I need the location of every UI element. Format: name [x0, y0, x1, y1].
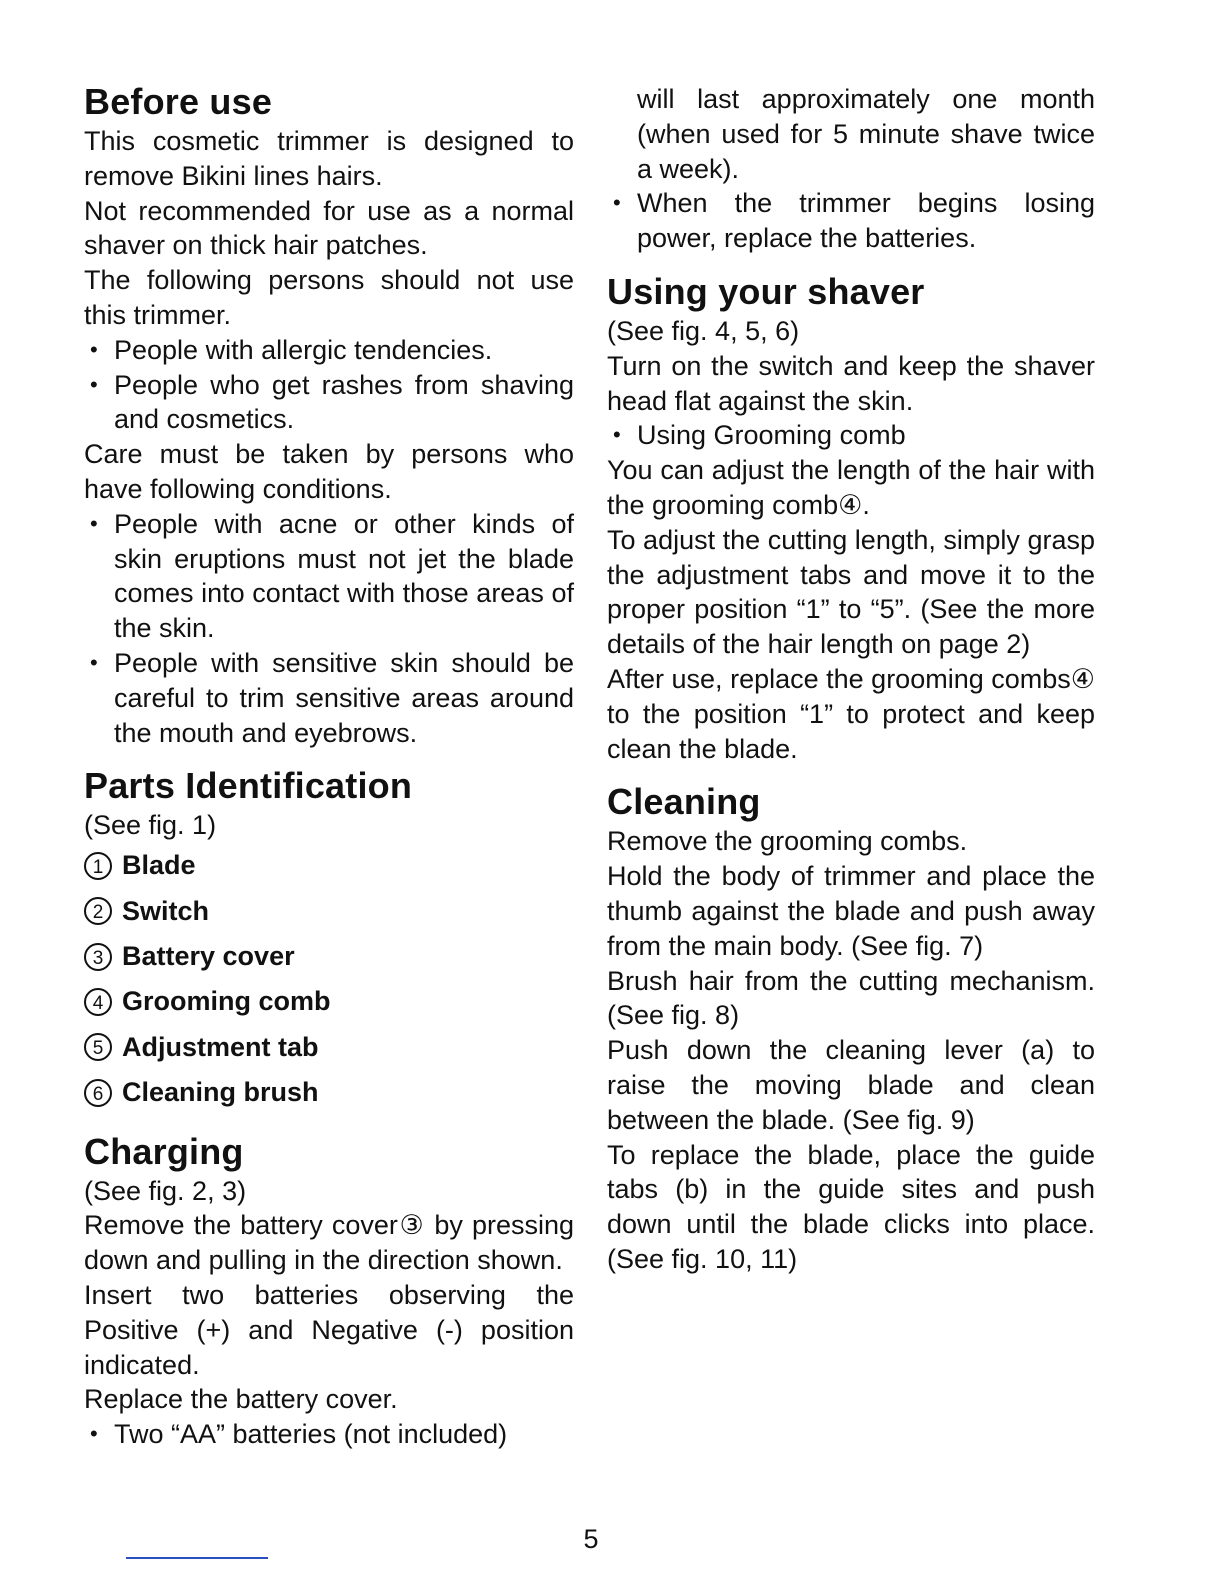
using-switch-text: Turn on the switch and keep the shaver head flat against the skin.	[607, 350, 1095, 416]
using-adjust-cutting: To adjust the cutting length, simply grasp the adjustment tabs and move it to the proper position “1” to “5”. (See the more details of the hair length on page 2)	[607, 524, 1095, 660]
part-label: Switch	[122, 895, 210, 926]
parts-identification-section	[84, 764, 574, 1115]
before-use-not-recommended: Not recommended for use as a normal shaver on thick hair patches.	[84, 195, 574, 261]
charging-section	[84, 1130, 574, 1452]
part-item	[84, 1070, 574, 1115]
page-number: 5	[583, 1524, 599, 1554]
part-number: 2	[84, 897, 112, 925]
bullet-acne: • People with acne or other kinds of skin eruptions must not jet the blade comes into contact with those areas of the skin.	[84, 507, 574, 646]
left-column	[84, 80, 574, 1452]
part-item	[84, 979, 574, 1024]
cleaning-push-lever: Push down the cleaning lever (a) to raise the moving blade and clean between the blade. (See fig. 9)	[607, 1035, 1095, 1135]
cleaning-section	[607, 780, 1095, 1276]
part-number: 6	[84, 1079, 112, 1107]
part-label: Blade	[122, 850, 196, 881]
part-label: Cleaning brush	[122, 1077, 319, 1108]
part-number: 1	[84, 852, 112, 880]
charging-heading: Charging	[84, 1130, 244, 1172]
parts-heading: Parts Identification	[84, 765, 413, 807]
part-label: Adjustment tab	[122, 1031, 319, 1062]
footer-rule	[126, 1557, 268, 1559]
before-use-persons-not-use: The following persons should not use this trimmer.	[84, 265, 574, 330]
part-number: 4	[84, 988, 112, 1016]
using-after-use: After use, replace the grooming combs④ to the position “1” to protect and keep clean the blade.	[607, 663, 1095, 764]
battery-life-text: will last approximately one month (when used for 5 minute shave twice a week).	[637, 84, 1095, 184]
part-item	[84, 889, 574, 934]
cleaning-heading: Cleaning	[607, 781, 761, 823]
using-see-fig: (See fig. 4, 5, 6)	[607, 315, 800, 346]
cleaning-remove-combs: Remove the grooming combs.	[607, 826, 968, 857]
charging-insert-batteries: Insert two batteries observing the Positive (+) and Negative (-) position indicated.	[84, 1279, 574, 1380]
part-label: Grooming comb	[122, 986, 331, 1017]
part-item	[84, 843, 574, 888]
cleaning-replace-blade: To replace the blade, place the guide tabs (b) in the guide sites and push down until the blade clicks into place. (See fig. 10, 11)	[607, 1139, 1095, 1274]
part-number: 5	[84, 1033, 112, 1061]
cleaning-brush-hair: Brush hair from the cutting mechanism. (See fig. 8)	[607, 965, 1095, 1031]
before-use-section	[84, 80, 574, 750]
before-use-care: Care must be taken by persons who have following conditions.	[84, 439, 574, 504]
charging-see-fig: (See fig. 2, 3)	[84, 1175, 247, 1206]
using-adjust-length: You can adjust the length of the hair with the grooming comb④.	[607, 455, 1095, 520]
bullet-losing-power: • When the trimmer begins losing power, replace the batteries.	[607, 186, 1095, 256]
part-label: Battery cover	[122, 940, 295, 971]
charging-remove-cover: Remove the battery cover③ by pressing down and pulling in the direction shown.	[84, 1210, 574, 1276]
before-use-heading: Before use	[84, 81, 273, 122]
right-column	[607, 82, 1095, 1277]
cleaning-hold-body: Hold the body of trimmer and place the thumb against the blade and push away from the main body. (See fig. 7)	[607, 861, 1095, 961]
bullet-aa-batteries: • Two “AA” batteries (not included)	[84, 1417, 574, 1452]
using-heading: Using your shaver	[607, 270, 925, 312]
before-use-intro: This cosmetic trimmer is designed to remove Bikini lines hairs.	[84, 126, 574, 191]
part-item	[84, 1025, 574, 1070]
bullet-rashes: • People who get rashes from shaving and cosmetics.	[84, 368, 574, 438]
part-item	[84, 934, 574, 979]
part-number: 3	[84, 943, 112, 971]
parts-see-fig: (See fig. 1)	[84, 810, 217, 841]
charging-continued	[607, 82, 1095, 256]
bullet-allergic: • People with allergic tendencies.	[84, 333, 574, 368]
parts-list	[84, 843, 574, 1115]
using-shaver-section	[607, 270, 1095, 766]
charging-replace-cover: Replace the battery cover.	[84, 1384, 398, 1415]
bullet-sensitive-skin: • People with sensitive skin should be careful to trim sensitive areas around the mouth and eyebrows.	[84, 646, 574, 750]
bullet-grooming-comb: • Using Grooming comb	[607, 418, 1095, 453]
